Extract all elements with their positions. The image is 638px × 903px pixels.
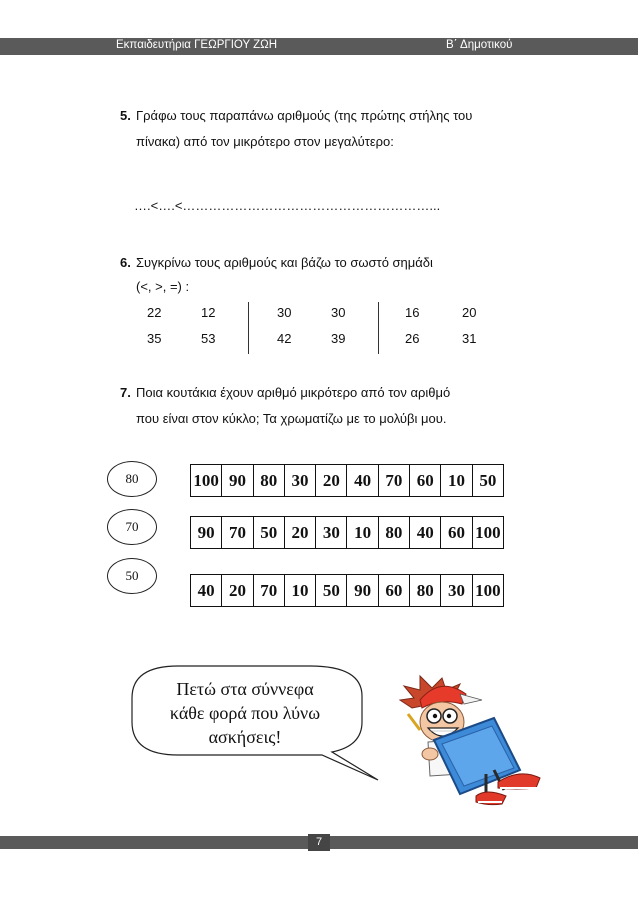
compare-value: 26 (405, 331, 420, 346)
number-box[interactable]: 60 (379, 575, 410, 606)
number-box[interactable]: 30 (316, 517, 347, 548)
number-box[interactable]: 50 (254, 517, 285, 548)
ordering-answer-line: ….<….<…………………………………………………... (134, 198, 441, 213)
number-box[interactable]: 100 (475, 581, 501, 600)
number-box[interactable]: 60 (410, 465, 441, 496)
compare-value: 35 (147, 331, 162, 346)
number-box[interactable]: 60 (441, 517, 472, 548)
bubble-line: κάθε φορά που λύνω (169, 703, 321, 723)
compare-value: 22 (147, 305, 162, 320)
number-box[interactable]: 40 (191, 575, 222, 606)
compare-value: 31 (462, 331, 477, 346)
compare-value: 42 (277, 331, 292, 346)
question-text-line1: Ποια κουτάκια έχουν αριθμό μικρότερο από τον αριθμό (136, 385, 451, 400)
number-box[interactable]: 90 (191, 517, 222, 548)
question-number: 7. (120, 385, 131, 400)
bubble-line: Πετώ στα σύννεφα (176, 679, 314, 699)
number-box[interactable]: 10 (285, 575, 316, 606)
number-box[interactable]: 100 (475, 523, 501, 542)
number-box[interactable]: 20 (285, 517, 316, 548)
number-box[interactable]: 70 (222, 517, 253, 548)
target-circle: 50 (107, 558, 157, 594)
header-teacher: Εκπαιδευτήρια ΓΕΩΡΓΙΟΥ ΖΩΗ (116, 39, 278, 51)
page-number: 7 (308, 834, 330, 851)
number-box[interactable]: 30 (285, 465, 316, 496)
number-box[interactable]: 90 (222, 465, 253, 496)
compare-value: 16 (405, 305, 420, 320)
question-number: 6. (120, 255, 131, 270)
compare-value: 30 (277, 305, 292, 320)
question-text-line2: (<, >, =) : (136, 279, 190, 294)
number-box[interactable]: 70 (379, 465, 410, 496)
number-box[interactable]: 40 (410, 517, 441, 548)
number-box[interactable]: 80 (379, 517, 410, 548)
target-circle: 80 (107, 461, 157, 497)
number-box[interactable]: 20 (222, 575, 253, 606)
speech-bubble-text (148, 677, 342, 749)
number-box[interactable]: 30 (441, 575, 472, 606)
bubble-line: ασκήσεις! (208, 727, 282, 747)
header-grade: Β΄ Δημοτικού (446, 39, 513, 51)
compare-value: 39 (331, 331, 346, 346)
number-box[interactable]: 50 (316, 575, 347, 606)
number-box[interactable]: 100 (191, 465, 222, 496)
number-box[interactable]: 50 (479, 471, 497, 490)
question-text-line2: που είναι στον κύκλο; Τα χρωματίζω με το μολύβι μου. (136, 411, 447, 426)
cartoon-boy-illustration (390, 670, 550, 820)
number-box[interactable]: 80 (254, 465, 285, 496)
question-text-line1: Γράφω τους παραπάνω αριθμούς (της πρώτης στήλης του (136, 108, 473, 123)
number-box[interactable]: 70 (254, 575, 285, 606)
compare-value: 30 (331, 305, 346, 320)
compare-value: 53 (201, 331, 216, 346)
number-box[interactable]: 40 (347, 465, 378, 496)
question-text-line2: πίνακα) από τον μικρότερο στον μεγαλύτερο: (136, 134, 394, 149)
compare-value: 20 (462, 305, 477, 320)
number-box[interactable]: 90 (347, 575, 378, 606)
number-box[interactable]: 10 (347, 517, 378, 548)
question-number: 5. (120, 108, 131, 123)
target-circle: 70 (107, 509, 157, 545)
question-text-line1: Συγκρίνω τους αριθμούς και βάζω το σωστό σημάδι (136, 255, 433, 270)
number-box[interactable]: 20 (316, 465, 347, 496)
number-box[interactable]: 10 (441, 465, 472, 496)
number-box[interactable]: 80 (410, 575, 441, 606)
compare-value: 12 (201, 305, 216, 320)
